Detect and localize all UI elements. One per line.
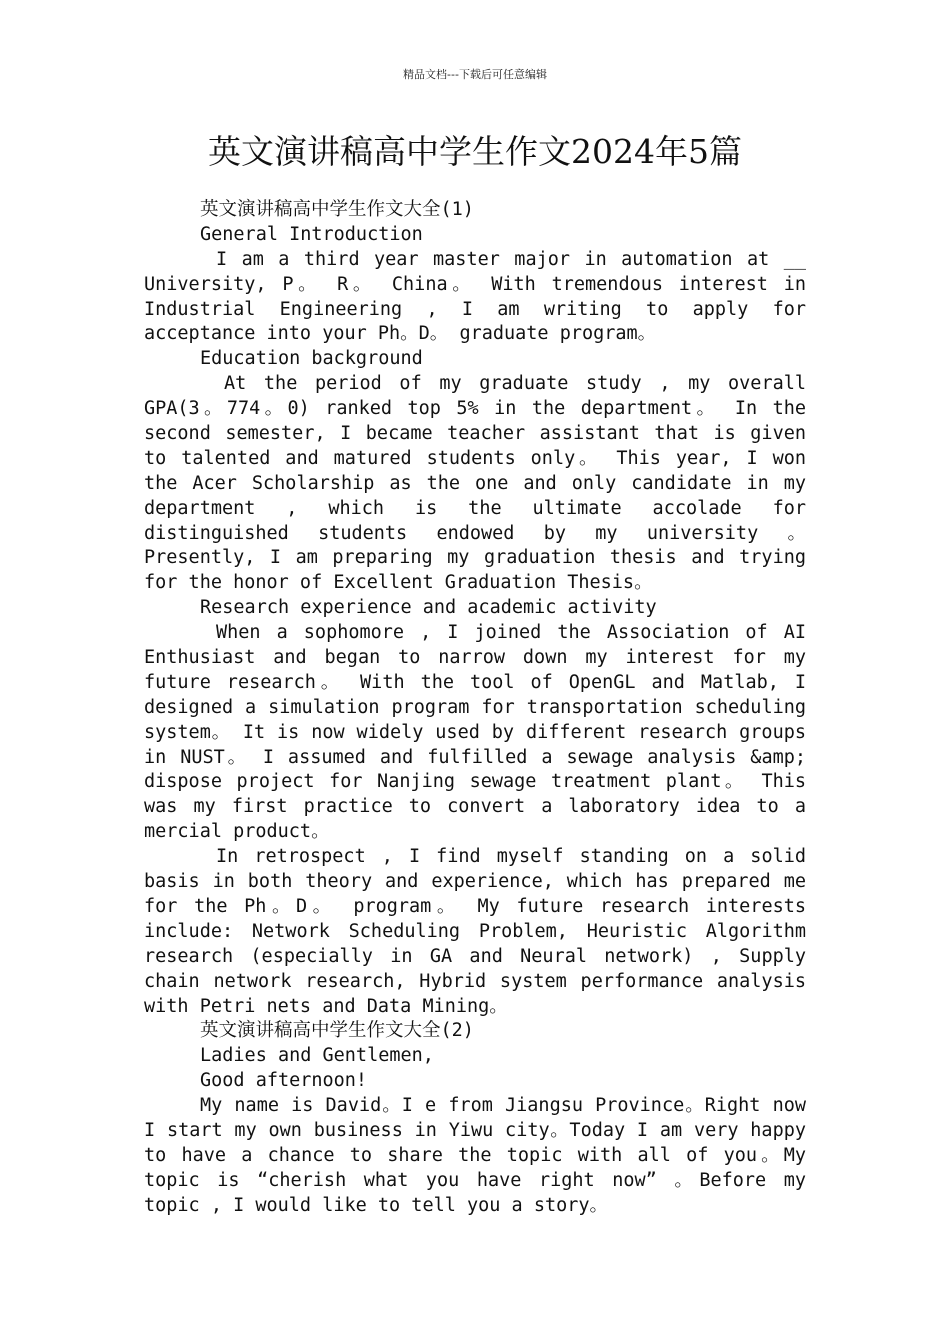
text-line: topic , I would like to tell you a story。 — [144, 1194, 609, 1216]
page-title: 英文演讲稿高中学生作文2024年5篇 — [208, 132, 742, 171]
text-line: topic is “cherish what you have right now” 。Before my — [144, 1169, 806, 1191]
subheading: Research experience and academic activity — [200, 597, 657, 619]
text-line: Enthusiast and began to narrow down my interest for my — [144, 647, 806, 669]
text-line: GPA(3。774。0) ranked top 5% in the department。 In the — [144, 398, 806, 420]
text-line: for the honor of Excellent Graduation Thesis。 — [144, 572, 653, 594]
header-note: 精品文档---下载后可任意编辑 — [403, 68, 547, 81]
section-heading: 英文演讲稿高中学生作文大全(1) — [200, 199, 474, 220]
text-line: was my first practice to convert a laboratory idea to a — [144, 796, 806, 818]
text-line: Presently, I am preparing my graduation thesis and trying — [144, 547, 806, 569]
text-line: second semester, I became teacher assistant that is given — [144, 423, 806, 445]
text-line: for the Ph。D。 program。 My future research interests — [144, 895, 806, 917]
text-line: mercial product。 — [144, 821, 330, 843]
text-line: system。 It is now widely used by different research groups — [144, 721, 806, 743]
text-line: include: Network Scheduling Problem, Heuristic Algorithm — [144, 920, 806, 942]
text-line: Industrial Engineering , I am writing to apply for — [144, 298, 806, 320]
text-line: When a sophomore , I joined the Association of AI — [216, 622, 806, 644]
text-line: to talented and matured students only。 This year, I won — [144, 447, 806, 469]
text-line: research (especially in GA and Neural network) , Supply — [144, 945, 806, 967]
text-line: basis in both theory and experience, which has prepared me — [144, 871, 806, 893]
document-body — [144, 198, 806, 1219]
text-line: acceptance into your Ph。D。 graduate program。 — [144, 323, 657, 345]
text-line: future research。 With the tool of OpenGL and Matlab, I — [144, 671, 806, 693]
text-line: department , which is the ultimate accolade for — [144, 497, 806, 519]
text-line: At the period of my graduate study , my overall — [224, 373, 806, 395]
text-line: distinguished students endowed by my university 。 — [144, 522, 806, 544]
text-line: Good afternoon! — [200, 1070, 368, 1092]
text-line: with Petri nets and Data Mining。 — [144, 995, 508, 1017]
text-line: chain network research, Hybrid system performance analysis — [144, 970, 806, 992]
subheading: General Introduction — [200, 223, 423, 245]
text-line: University, P。 R。 China。 With tremendous interest in — [144, 273, 806, 295]
section-heading: 英文演讲稿高中学生作文大全(2) — [200, 1020, 474, 1042]
text-line: My name is David。I e from Jiangsu Province。Right now — [200, 1095, 806, 1117]
text-line: I am a third year master major in automation at __ — [216, 248, 806, 270]
text-line: In retrospect , I find myself standing on a solid — [216, 846, 806, 868]
text-line: the Acer Scholarship as the one and only candidate in my — [144, 472, 806, 494]
text-line: to have a chance to share the topic with all of you。My — [144, 1144, 806, 1166]
text-line: Ladies and Gentlemen, — [200, 1045, 434, 1067]
text-line: designed a simulation program for transportation scheduling — [144, 696, 806, 718]
text-line: in NUST。 I assumed and fulfilled a sewage analysis &amp; — [144, 746, 806, 768]
subheading: Education background — [200, 348, 423, 370]
text-line: dispose project for Nanjing sewage treatment plant。 This — [144, 771, 806, 793]
text-line: I start my own business in Yiwu city。Today I am very happy — [144, 1119, 806, 1141]
